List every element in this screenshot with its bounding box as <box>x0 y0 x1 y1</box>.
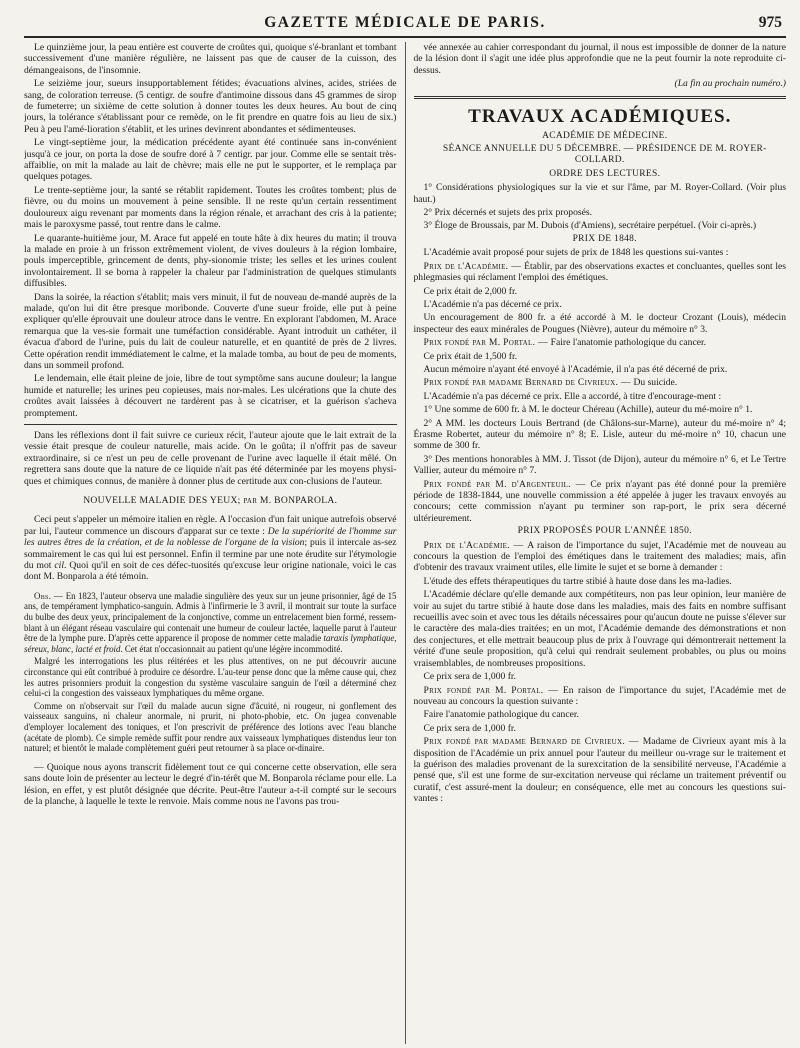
divider <box>414 96 787 99</box>
paragraph: Le quinzième jour, la peau entière est couverte de croûtes qui, quoique s'é-branlant et tombant successivement d'une manière régulière, ne laissent pas que de causer de la cuisson, des démangeaisons, de l'insomnie. <box>24 42 397 76</box>
paragraph: Prix de l'Académie. — Établir, par des observations exactes et concluantes, quelles sont les phlegmasies qui réclament l'emploi des émétiques. <box>413 260 786 284</box>
paragraph: Aucun mémoire n'ayant été envoyé à l'Académie, il n'a pas été décerné de prix. <box>423 363 728 375</box>
seance-title: SÉANCE ANNUELLE DU 5 DÉCEMBRE. — PRÉSIDENCE DE M. ROYER-COLLARD. <box>442 144 767 166</box>
paragraph: Dans la soirée, la réaction s'établit; mais vers minuit, il fut de nouveau de-mandé auprès de la malade, qu'on lui dit être presque moribonde. Couverte d'une sueur froide, elle put à peine expliquer qu'elle éprouvait une douleur atroce dans le ventre. En explorant l'abdomen, M. Arace remarqua que la ves-sie formait une tuméfaction considérable. Ayant introduit un cathéter, il évacua d'abord de l'urine, puis du lait de couleur naturelle, et en quantité de près de 2 livres. Cette opération rendit immédiatement le calme, et la malade tomba, au bout de peu de moments, dans un sommeil profond. <box>24 291 397 371</box>
paragraph: Le lendemain, elle était pleine de joie, libre de tout symptôme sans aucune douleur; la langue humide et naturelle; les urines peu copieuses, mais nor-males. Les ulcérations que la chute des croûtes avait laissées à découvert ne tardèrent pas à se cicatriser, et la guérison s'acheva promptement. <box>24 373 397 419</box>
page-header <box>24 10 786 38</box>
continuation-note: (La fin au prochain numéro.) <box>674 78 786 90</box>
paragraph: Ce prix était de 1,500 fr. <box>423 350 518 362</box>
prix-1848-title: PRIX DE 1848. <box>572 233 637 244</box>
section-main-title: TRAVAUX ACADÉMIQUES. <box>468 105 732 127</box>
paragraph: Ce prix sera de 1,000 fr. <box>423 671 516 683</box>
paragraph: — Quoique nous ayons transcrit fidèlement tout ce qui concerne cette observation, elle sera sans doute loin de présenter au lecteur le degré d'in-térêt que M. Bonparola réclame pour elle. La lésion, en effet, y est plutôt désignée que décrite. Peut-être l'auteur a-t-il compté sur le secours de la planche, à laquelle le texte le renvoie. Mais comme nous ne l'avons pas trou- <box>24 761 397 807</box>
academy-title: ACADÉMIE DE MÉDECINE. <box>542 130 668 141</box>
paragraph: Le seizième jour, sueurs insupportablement fétides; évacuations alvines, acides, striées de sang, de coloration terreuse. (5 centigr. de soufre d'antimoine dissous dans 45 grammes de sirop de fumeterre; un sixième de cette solution à donner toutes les deux heures. Au bout de cinq jours, la tolérance s'établissant pour ce remède, on le fit prendre en quatre fois au lieu de six.) Peu à peu l'amé-lioration s'établit, et les urines devinrent abondantes et sédimenteuses. <box>24 78 397 135</box>
observation: Obs. — En 1823, l'auteur observa une maladie singulière des yeux sur un jeune prisonnier, âgé de 15 ans, de tempérament lymphatico-sanguin. Admis à l'infirmerie le 3 avril, il montrait sur toute la surface du bulbe des deux yeux, principalement de la conjonctive, comme un entrelacement bien formé, ressem-blant à un élégant réseau vasculaire qui contenait une humeur de couleur lactée, laquelle parut à l'auteur être de la lymphe pure. D'après cette apparence il propose de nommer cette maladie taraxis lymphatique, séreux, blanc, lacté et froid. Cet état n'occasionnait au patient qu'une légère incommodité. <box>24 590 397 654</box>
paragraph: L'Académie n'a pas décerné ce prix. Elle a accordé, à titre d'encourage-ment : <box>423 390 722 402</box>
paragraph: Prix fondé par M. d'Argenteuil. — Ce prix n'ayant pas été donné pour la première période de 1838-1844, une nouvelle commission a été appelée à juger les travaux envoyés au concours; cette commission n'ayant pu terminer son rap-port, le prix sera décerné ultérieurement. <box>413 478 786 524</box>
list-item: 1° Une somme de 600 fr. à M. le docteur Chéreau (Achille), auteur du mé-moire n° 1. <box>423 404 753 416</box>
list-item: 2° Prix décernés et sujets des prix proposés. <box>423 207 592 219</box>
list-item: 1° Considérations physiologiques sur la vie et sur l'âme, par M. Royer-Collard. (Voir plus haut.) <box>413 182 786 205</box>
paragraph: L'étude des effets thérapeutiques du tartre stibié à haute dose dans les ma-ladies. <box>423 575 732 587</box>
list-item: 3° Éloge de Broussais, par M. Dubois (d'Amiens), secrétaire perpétuel. (Voir ci-après.) <box>423 220 757 232</box>
list-item: 2° A MM. les docteurs Louis Bertrand (de Châlons-sur-Marne), auteur du mé-moire n° 4; Érasme Robertet, auteur du mémoire n° 8; E. Lisle, auteur du mé-moire n° 10, chacun une somme de 300 fr. <box>413 417 786 452</box>
paragraph: Prix fondé par M. Portal. — En raison de l'importance du sujet, l'Académie met de nouveau au concours la question suivante : <box>413 684 786 707</box>
section-title: NOUVELLE MALADIE DES YEUX; par M. BONPAROLA. <box>83 495 338 507</box>
paragraph: Prix fondé par madame Bernard de Civrieux. — Du suicide. <box>423 377 678 389</box>
paragraph: Ce prix était de 2,000 fr. <box>423 285 518 297</box>
paragraph: Comme on n'observait sur l'œil du malade aucun signe d'âcuité, ni rougeur, ni gonflement des vaisseaux sanguins, ni chaleur anormale, ni prurit, ni photo-phobie, etc. On jugea convenable d'employer localement des toniques, et l'on prescrivit de préférence des lotions avec l'eau blanche (acétate de plomb). Ce simple remède suffit pour rendre aux vaisseaux lymphatiques distendus leur ton naturel; et bientôt le malade complètement guéri peut retourner à sa place or-dinaire. <box>24 700 397 754</box>
left-column <box>24 42 405 1044</box>
paragraph: Dans les réflexions dont il fait suivre ce curieux récit, l'auteur ajoute que le lait extrait de la vessie était presque de couleur naturelle, mais acide. On le goûta; il n'offrit pas de saveur extraordinaire, si ce n'est un peu de celle provenant de l'urine avec laquelle il était mêlé. On regrettera sans doute que la nature de ce liquide n'ait pas été déterminée par les moyens physi-ques et chimiques connus, de manière à donner plus de certitude aux con-clusions de l'auteur. <box>24 430 397 487</box>
paragraph: Un encouragement de 800 fr. a été accordé à M. le docteur Crozant (Louis), médecin inspecteur des eaux minérales de Pougues (Nièvre), auteur du mémoire n° 3. <box>413 312 786 335</box>
paragraph: Ce prix sera de 1,000 fr. <box>423 722 516 734</box>
prix-1850-title: PRIX PROPOSÉS POUR L'ANNÉE 1850. <box>517 526 692 537</box>
order-title: ORDRE DES LECTURES. <box>549 168 661 179</box>
paragraph: Malgré les interrogations les plus réitérées et les plus attentives, on ne put découvrir aucune circonstance qui eût contribué à produire ce désordre. L'au-teur pense donc que la même cause qui, chez les autres prisonniers produit la congestion du système vasculaire sanguin de l'œil a déterminé chez celui-ci la congestion des vaisseaux lymphatiques du même organe. <box>24 656 397 699</box>
paragraph: Prix fondé par M. Portal. — Faire l'anatomie pathologique du cancer. <box>423 337 707 349</box>
list-item: 3° Des mentions honorables à MM. J. Tissot (de Dijon), auteur du mémoire n° 6, et Le Tertre Vallier, auteur du mémoire n° 7. <box>413 453 786 477</box>
right-column <box>405 42 787 1044</box>
paragraph: L'Académie n'a pas décerné ce prix. <box>423 298 562 310</box>
paragraph: Faire l'anatomie pathologique du cancer. <box>423 709 579 721</box>
paragraph: L'Académie déclare qu'elle demande aux compétiteurs, non pas leur opinion, leur manière de voir au sujet du tartre stibié à haute dose dans les maladies, mais des faits en nombre suffisant recueillis avec soin et avec tous les détails nécessaires pour qu'aucun doute ne puisse s'élever sur le caractère des mala-dies traitées; en un mot, l'Académie demande des démonstrations et non des conjectures, et elle mettrait beaucoup plus de prix à l'ouvrage qui démontrerait nettement la vérité d'une seule proposition, qu'à celui qui rendrait seulement probables, ou plus ou moins vraisemblables, de nombreuses propositions. <box>413 589 786 669</box>
running-title: GAZETTE MÉDICALE DE PARIS. <box>264 14 546 31</box>
page-number: 975 <box>758 14 782 31</box>
paragraph: L'Académie avait proposé pour sujets de prix de 1848 les questions sui-vantes : <box>423 247 729 259</box>
paragraph: Prix de l'Académie. — A raison de l'importance du sujet, l'Académie met de nouveau au concours la question de l'emploi des émétiques dans le traitement des maladies; mais, afin d'obtenir des travaux vraiment utiles, elle limite le sujet et se borne à demander : <box>413 539 786 574</box>
paragraph: Le quarante-huitième jour, M. Arace fut appelé en toute hâte à dix heures du matin; il trouva la malade en proie à un frisson extrêmement violent, de vives douleurs à la région lombaire, pouls imperceptible, grincement de dents, phy-sionomie triste; les selles et les urines coulent involontairement. Il se borna à rappeler la chaleur par l'administration de quelques stimulants diffusibles. <box>24 232 397 290</box>
divider <box>24 424 397 425</box>
paragraph: Le trente-septième jour, la santé se rétablit rapidement. Toutes les croûtes tombent; plus de fièvre, ou du moins un mouvement à peine sensible. Il ne reste qu'un certain ressentiment douloureux aigu revenant par moments dans la région rénale, et arrachant des cris à la patiente; mais le paroxysme passé, tout rentre dans le calme. <box>24 184 397 231</box>
paragraph: vée annexée au cahier correspondant du journal, il nous est impossible de donner de la nature de la lésion dont il s'agit une idée plus approfondie que ne la peut fournir la note reproduite ci-dessus. <box>413 42 786 76</box>
paragraph: Le vingt-septième jour, la médication précédente ayant été continuée sans in-convénient jusqu'à ce jour, on porta la dose de soufre doré à 7 centigr. par jour. Comme elle se sentait très-affaiblie, on mit la malade au lait de chèvre; mais elle ne put le supporter, et le remplaça par quelques potages. <box>24 137 397 183</box>
paragraph: Prix fondé par madame Bernard de Civrieux. — Madame de Civrieux ayant mis à la disposition de l'Académie un prix annuel pour l'auteur du meilleur ou-vrage sur le traitement et la guérison des maladies provenant de la surexcitation de la sensibilité nerveuse, l'Académie a pensé que, s'il est une forme de sur-excitation nerveuse qui réclame un traitement préventif ou curatif, c'est assuré-ment la douleur; en conséquence, elle met au concours les questions sui-vantes : <box>413 736 786 805</box>
paragraph: Ceci peut s'appeler un mémoire italien en règle. A l'occasion d'un fait unique autrefois observé par lui, l'auteur commence un discours d'apparat sur ce texte : De la supériorité de l'homme sur les autres êtres de la création, et de la noblesse de l'organe de la vision; puis il intercale as-sez sommairement le cas qui lui est personnel. Enfin il termine par une note érudite sur l'étymologie du mot cil. Quoi qu'il en soit de ces défec-tuosités qu'excuse leur origine nationale, voici le cas dont M. Bonparola a été témoin. <box>24 514 397 583</box>
